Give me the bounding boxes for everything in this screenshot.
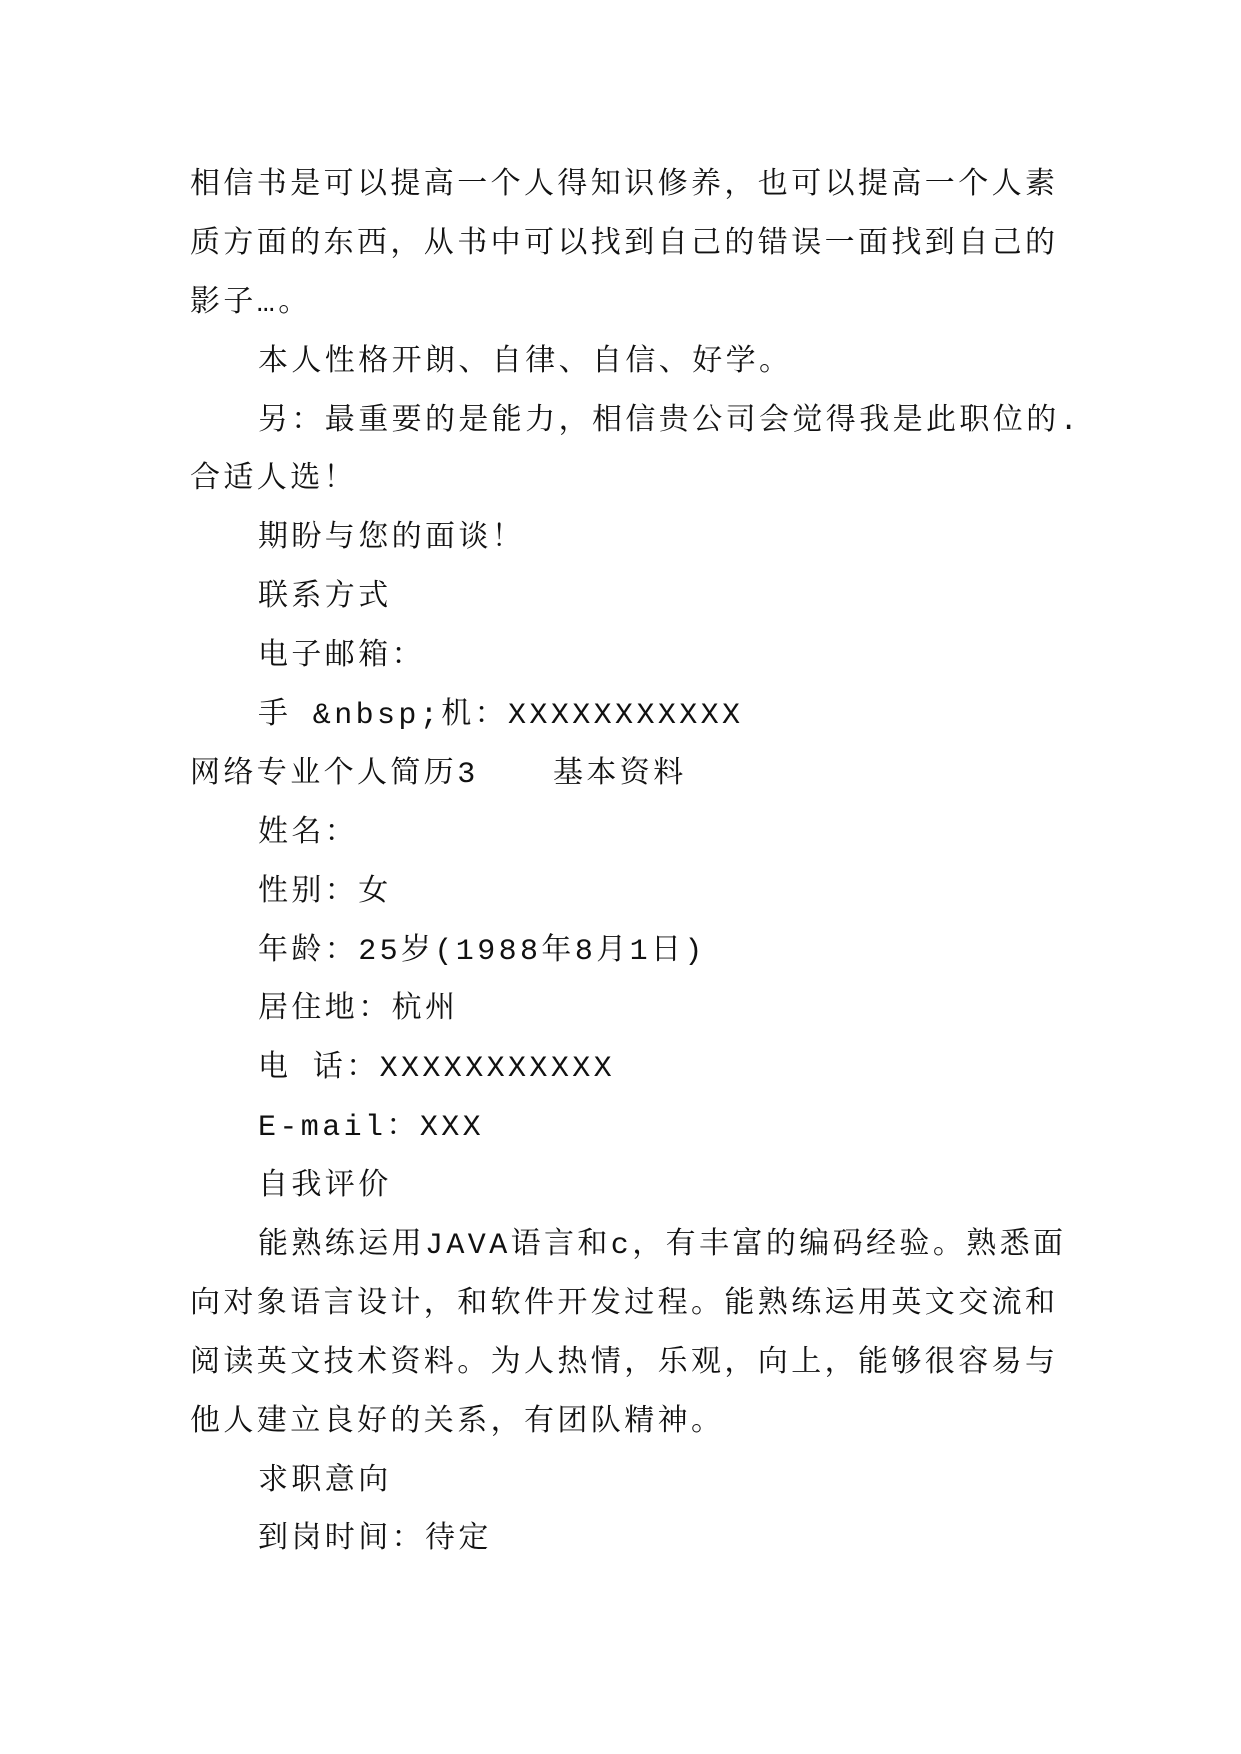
residence-field: 居住地：杭州 [258, 993, 459, 1028]
paragraph-line: 合适人选！ [190, 463, 357, 498]
telephone-field: 电 话：XXXXXXXXXXX [258, 1052, 616, 1087]
paragraph-line: 相信书是可以提高一个人得知识修养，也可以提高一个人素 [190, 169, 1059, 203]
name-field: 姓名： [258, 816, 359, 851]
paragraph-line: 质方面的东西，从书中可以找到自己的错误一面找到自己的 [190, 227, 1059, 262]
gender-field: 性别：女 [258, 875, 392, 910]
paragraph-line: 阅读英文技术资料。为人热情，乐观，向上，能够很容易与 [190, 1346, 1059, 1381]
paragraph-line: 向对象语言设计，和软件开发过程。能熟练运用英文交流和 [190, 1287, 1059, 1322]
resume-title: 网络专业个人简历3 [190, 757, 479, 792]
paragraph-line: 本人性格开朗、自律、自信、好学。 [258, 345, 793, 380]
email-field: E-mail：XXX [258, 1111, 485, 1146]
resume-heading [190, 746, 1090, 805]
paragraph-line: 期盼与您的面谈！ [258, 522, 526, 557]
paragraph-line: 影子…。 [190, 286, 312, 321]
self-evaluation-heading: 自我评价 [258, 1170, 392, 1205]
contact-heading: 联系方式 [258, 581, 392, 616]
phone-line: 手 &nbsp;机：XXXXXXXXXXX [258, 699, 744, 734]
section-title-basic-info: 基本资料 [553, 757, 687, 792]
paragraph-line: 他人建立良好的关系，有团队精神。 [190, 1405, 725, 1440]
job-intention-heading: 求职意向 [258, 1464, 392, 1499]
age-field: 年龄：25岁(1988年8月1日) [258, 934, 706, 969]
paragraph-line: 能熟练运用JAVA语言和c，有丰富的编码经验。熟悉面 [258, 1229, 1067, 1264]
document-body [190, 157, 1090, 1570]
paragraph-line: 另：最重要的是能力，相信贵公司会觉得我是此职位的. [258, 404, 1082, 439]
email-line: 电子邮箱： [258, 640, 425, 675]
start-date-field: 到岗时间：待定 [258, 1523, 492, 1558]
